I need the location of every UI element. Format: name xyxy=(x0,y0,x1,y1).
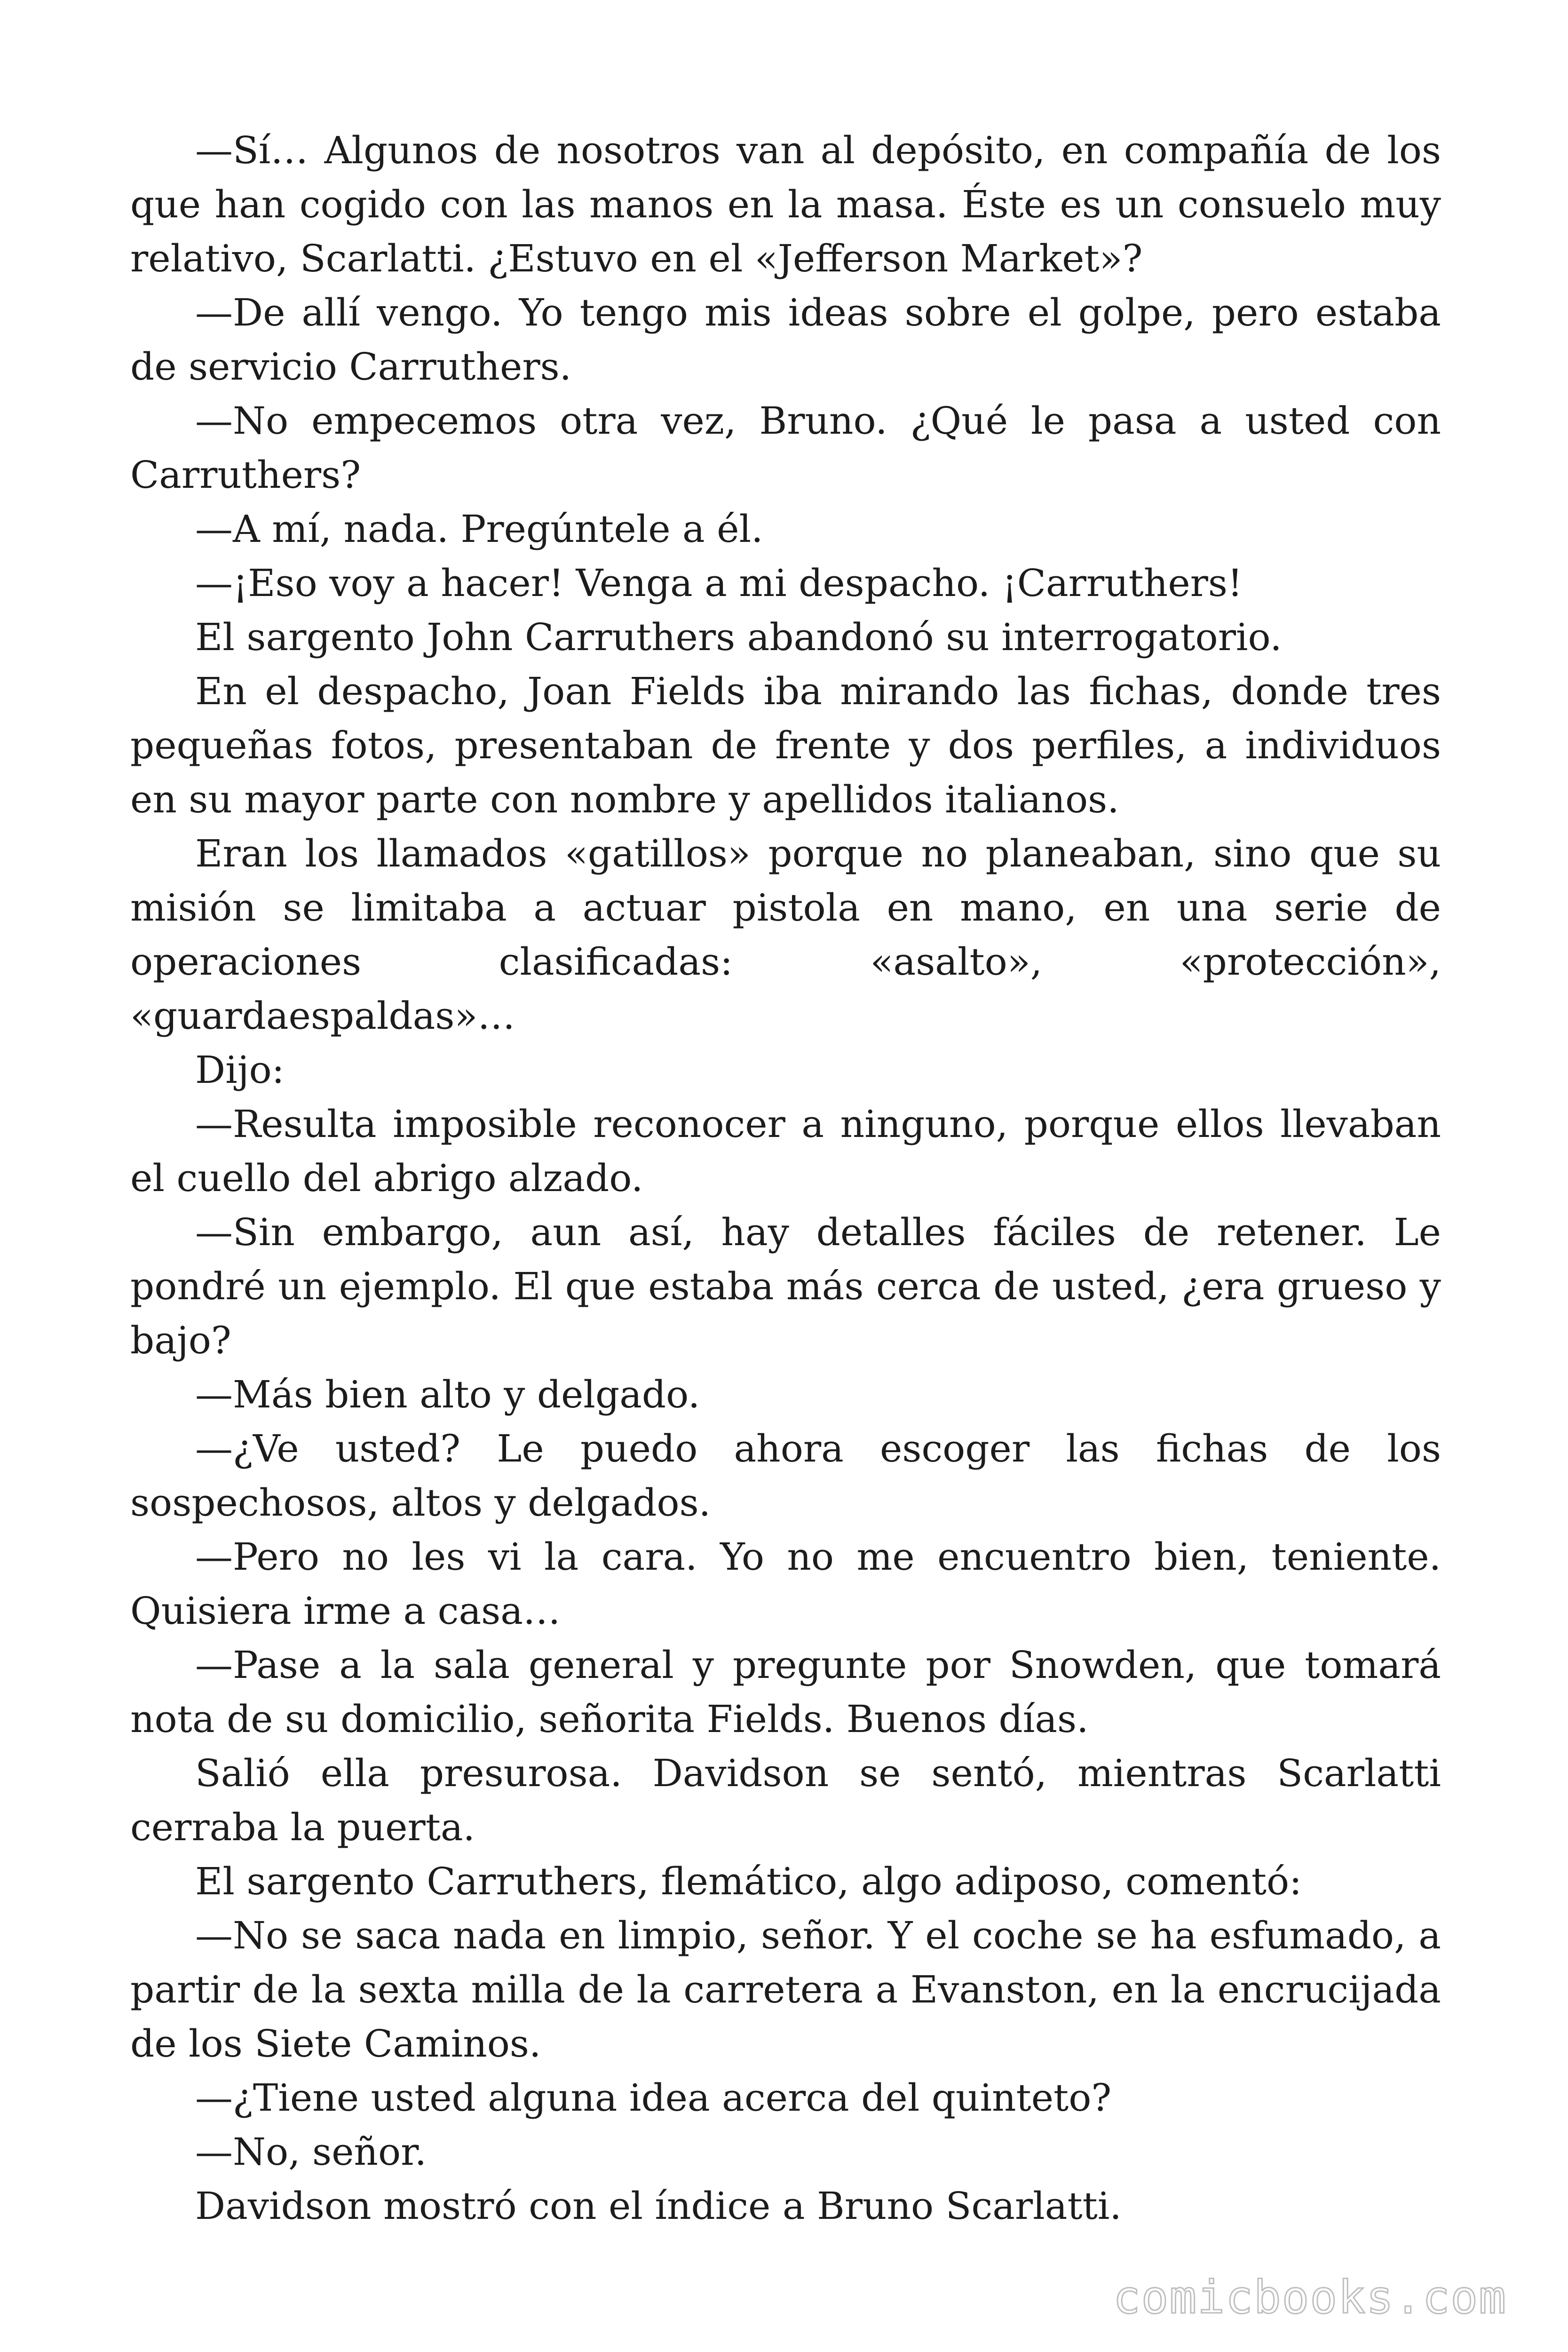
paragraph: —No se saca nada en limpio, señor. Y el coche se ha esfumado, a partir de la sexta milla de la carretera a Evanston, en la encrucijada de los Siete Caminos. xyxy=(130,1914,1441,2066)
paragraph: El sargento Carruthers, flemático, algo adiposo, comentó: xyxy=(195,1859,1302,1903)
paragraph: El sargento John Carruthers abandonó su interrogatorio. xyxy=(195,615,1282,659)
body-text xyxy=(130,123,1441,2233)
watermark: comicbooks.com xyxy=(1113,2271,1507,2324)
paragraph: —Resulta imposible reconocer a ninguno, porque ellos llevaban el cuello del abrigo alzado. xyxy=(130,1102,1441,1200)
paragraph: En el despacho, Joan Fields iba mirando las fichas, donde tres pequeñas fotos, presentaban de frente y dos perfiles, a individuos en su mayor parte con nombre y apellidos italianos. xyxy=(130,669,1441,821)
paragraph: Eran los llamados «gatillos» porque no planeaban, sino que su misión se limitaba a actuar pistola en mano, en una serie de operaciones clasificadas: «asalto», «protección», «guardaespaldas»… xyxy=(130,832,1441,1038)
paragraph: —A mí, nada. Pregúntele a él. xyxy=(195,507,763,551)
paragraph: —No, señor. xyxy=(195,2130,427,2174)
paragraph: —Pero no les vi la cara. Yo no me encuentro bien, teniente. Quisiera irme a casa… xyxy=(130,1535,1441,1633)
paragraph: —De allí vengo. Yo tengo mis ideas sobre el golpe, pero estaba de servicio Carruthers. xyxy=(130,291,1441,389)
paragraph: —No empecemos otra vez, Bruno. ¿Qué le pasa a usted con Carruthers? xyxy=(130,399,1441,497)
paragraph: —Sí… Algunos de nosotros van al depósito, en compañía de los que han cogido con las manos en la masa. Éste es un consuelo muy relativo, Scarlatti. ¿Estuvo en el «Jefferson Market»? xyxy=(130,128,1441,280)
paragraph: —Sin embargo, aun así, hay detalles fáciles de retener. Le pondré un ejemplo. El que estaba más cerca de usted, ¿era grueso y bajo? xyxy=(130,1210,1441,1362)
paragraph: Salió ella presurosa. Davidson se sentó, mientras Scarlatti cerraba la puerta. xyxy=(130,1751,1441,1849)
paragraph: —Pase a la sala general y pregunte por Snowden, que tomará nota de su domicilio, señorita Fields. Buenos días. xyxy=(130,1643,1441,1741)
paragraph: —¿Ve usted? Le puedo ahora escoger las fichas de los sospechosos, altos y delgados. xyxy=(130,1427,1441,1525)
paragraph: —¿Tiene usted alguna idea acerca del quinteto? xyxy=(195,2076,1112,2120)
paragraph: —Más bien alto y delgado. xyxy=(195,1373,700,1416)
paragraph: Davidson mostró con el índice a Bruno Scarlatti. xyxy=(195,2184,1122,2228)
paragraph: Dijo: xyxy=(195,1048,285,1092)
paragraph: —¡Eso voy a hacer! Venga a mi despacho. ¡Carruthers! xyxy=(195,561,1243,605)
